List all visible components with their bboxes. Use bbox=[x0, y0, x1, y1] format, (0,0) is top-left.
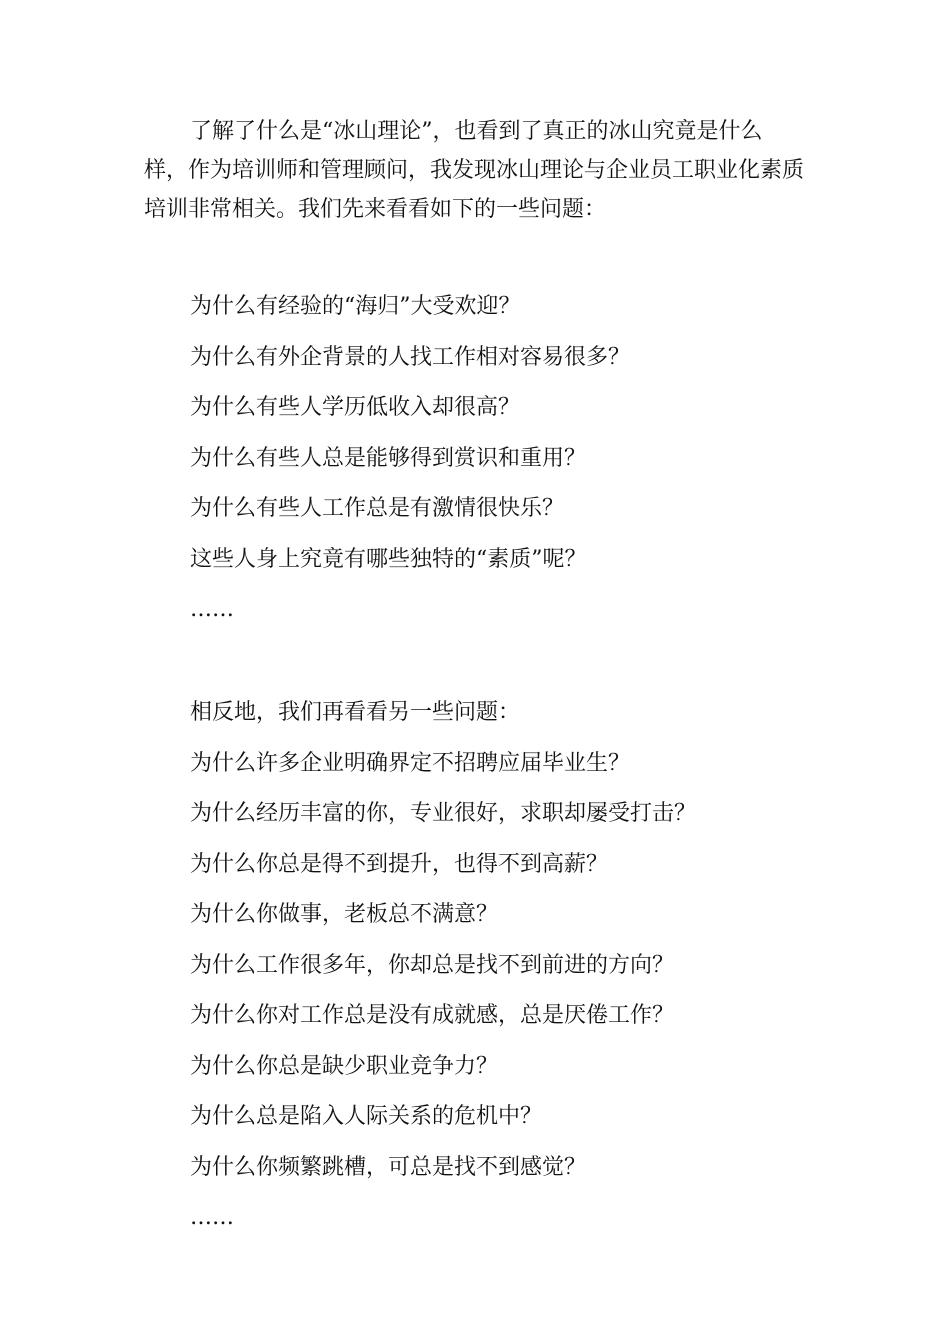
list-item: 为什么总是陷入人际关系的危机中？ bbox=[190, 1104, 543, 1129]
question-list-positive bbox=[190, 282, 630, 636]
list-item: 为什么有些人总是能够得到赏识和重用？ bbox=[190, 445, 587, 471]
list-item: 为什么你做事，老板总不满意？ bbox=[190, 902, 499, 927]
list-item: 为什么有些人工作总是有激情很快乐？ bbox=[190, 496, 565, 521]
list-item: 为什么有经验的“海归”大受欢迎？ bbox=[190, 294, 521, 319]
ellipsis: …… bbox=[190, 1205, 234, 1230]
list-item: 这些人身上究竟有哪些独特的“素质”呢？ bbox=[190, 546, 587, 572]
list-item: 为什么有外企背景的人找工作相对容易很多？ bbox=[190, 344, 631, 370]
question-list-negative bbox=[190, 688, 696, 1244]
list-item: 为什么许多企业明确界定不招聘应届毕业生？ bbox=[190, 750, 631, 776]
list-item: 为什么经历丰富的你，专业很好，求职却屡受打击？ bbox=[190, 801, 697, 826]
ellipsis: …… bbox=[190, 597, 234, 622]
list-item: 为什么你总是缺少职业竞争力？ bbox=[190, 1053, 499, 1079]
section-lead: 相反地，我们再看看另一些问题： bbox=[190, 700, 521, 725]
list-item: 为什么你总是得不到提升，也得不到高薪？ bbox=[190, 851, 609, 877]
list-item: 为什么有些人学历低收入却很高？ bbox=[190, 395, 521, 420]
list-item: 为什么工作很多年，你却总是找不到前进的方向？ bbox=[190, 952, 675, 978]
list-item: 为什么你频繁跳槽，可总是找不到感觉？ bbox=[190, 1154, 587, 1180]
intro-paragraph: 了解了什么是“冰山理论”，也看到了真正的冰山究竟是什么样，作为培训师和管理顾问，我发现冰山理论与企业员工职业化素质培训非常相关。我们先来看看如下的一些问题： bbox=[144, 119, 805, 222]
list-item: 为什么你对工作总是没有成就感，总是厌倦工作？ bbox=[190, 1003, 675, 1028]
